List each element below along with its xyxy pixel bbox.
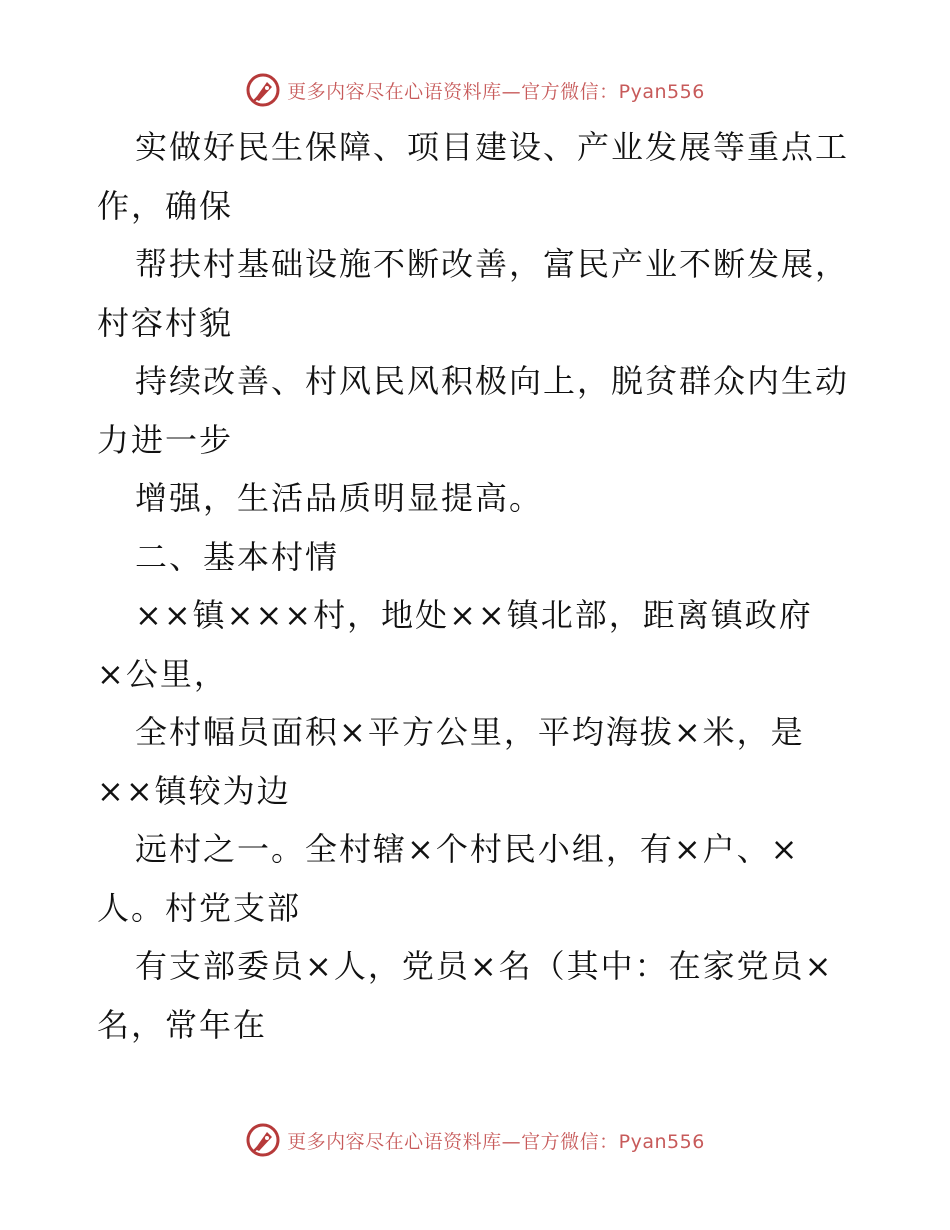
paragraph-line: 名，常年在 [97, 1005, 268, 1044]
paragraph-line: 人。村党支部 [97, 888, 302, 927]
paragraph-line: 增强，生活品质明显提高。 [135, 479, 544, 517]
paragraph-line: 作，确保 [97, 186, 234, 225]
paragraph-line: 有支部委员×人，党员×名（其中：在家党员× [135, 947, 834, 985]
header-banner [0, 70, 950, 110]
paragraph-line: 持续改善、村风民风积极向上，脱贫群众内生动 [135, 362, 850, 400]
paragraph-line: 力进一步 [97, 420, 234, 459]
pen-nib-logo-icon [245, 1122, 281, 1158]
paragraph-line: 远村之一。全村辖×个村民小组，有×户、× [135, 830, 800, 868]
footer-banner-content [245, 1122, 705, 1158]
section-heading: 二、基本村情 [135, 537, 340, 576]
paragraph-line: ××镇×××村，地处××镇北部，距离镇政府 [135, 596, 813, 634]
document-body [97, 118, 857, 1054]
footer-banner [0, 1120, 950, 1160]
header-banner-text: 更多内容尽在心语资料库—官方微信：Pyan556 [287, 80, 705, 103]
paragraph-line: 帮扶村基础设施不断改善，富民产业不断发展， [135, 245, 850, 283]
header-banner-content [245, 72, 705, 108]
footer-banner-text: 更多内容尽在心语资料库—官方微信：Pyan556 [287, 1130, 705, 1153]
paragraph-line: 实做好民生保障、项目建设、产业发展等重点工 [135, 128, 850, 166]
paragraph-line: ×公里， [97, 654, 228, 693]
pen-nib-logo-icon [245, 72, 281, 108]
paragraph-line: 全村幅员面积×平方公里，平均海拔×米，是 [135, 713, 805, 751]
paragraph-line: ××镇较为边 [97, 771, 291, 810]
paragraph-line: 村容村貌 [97, 303, 234, 342]
